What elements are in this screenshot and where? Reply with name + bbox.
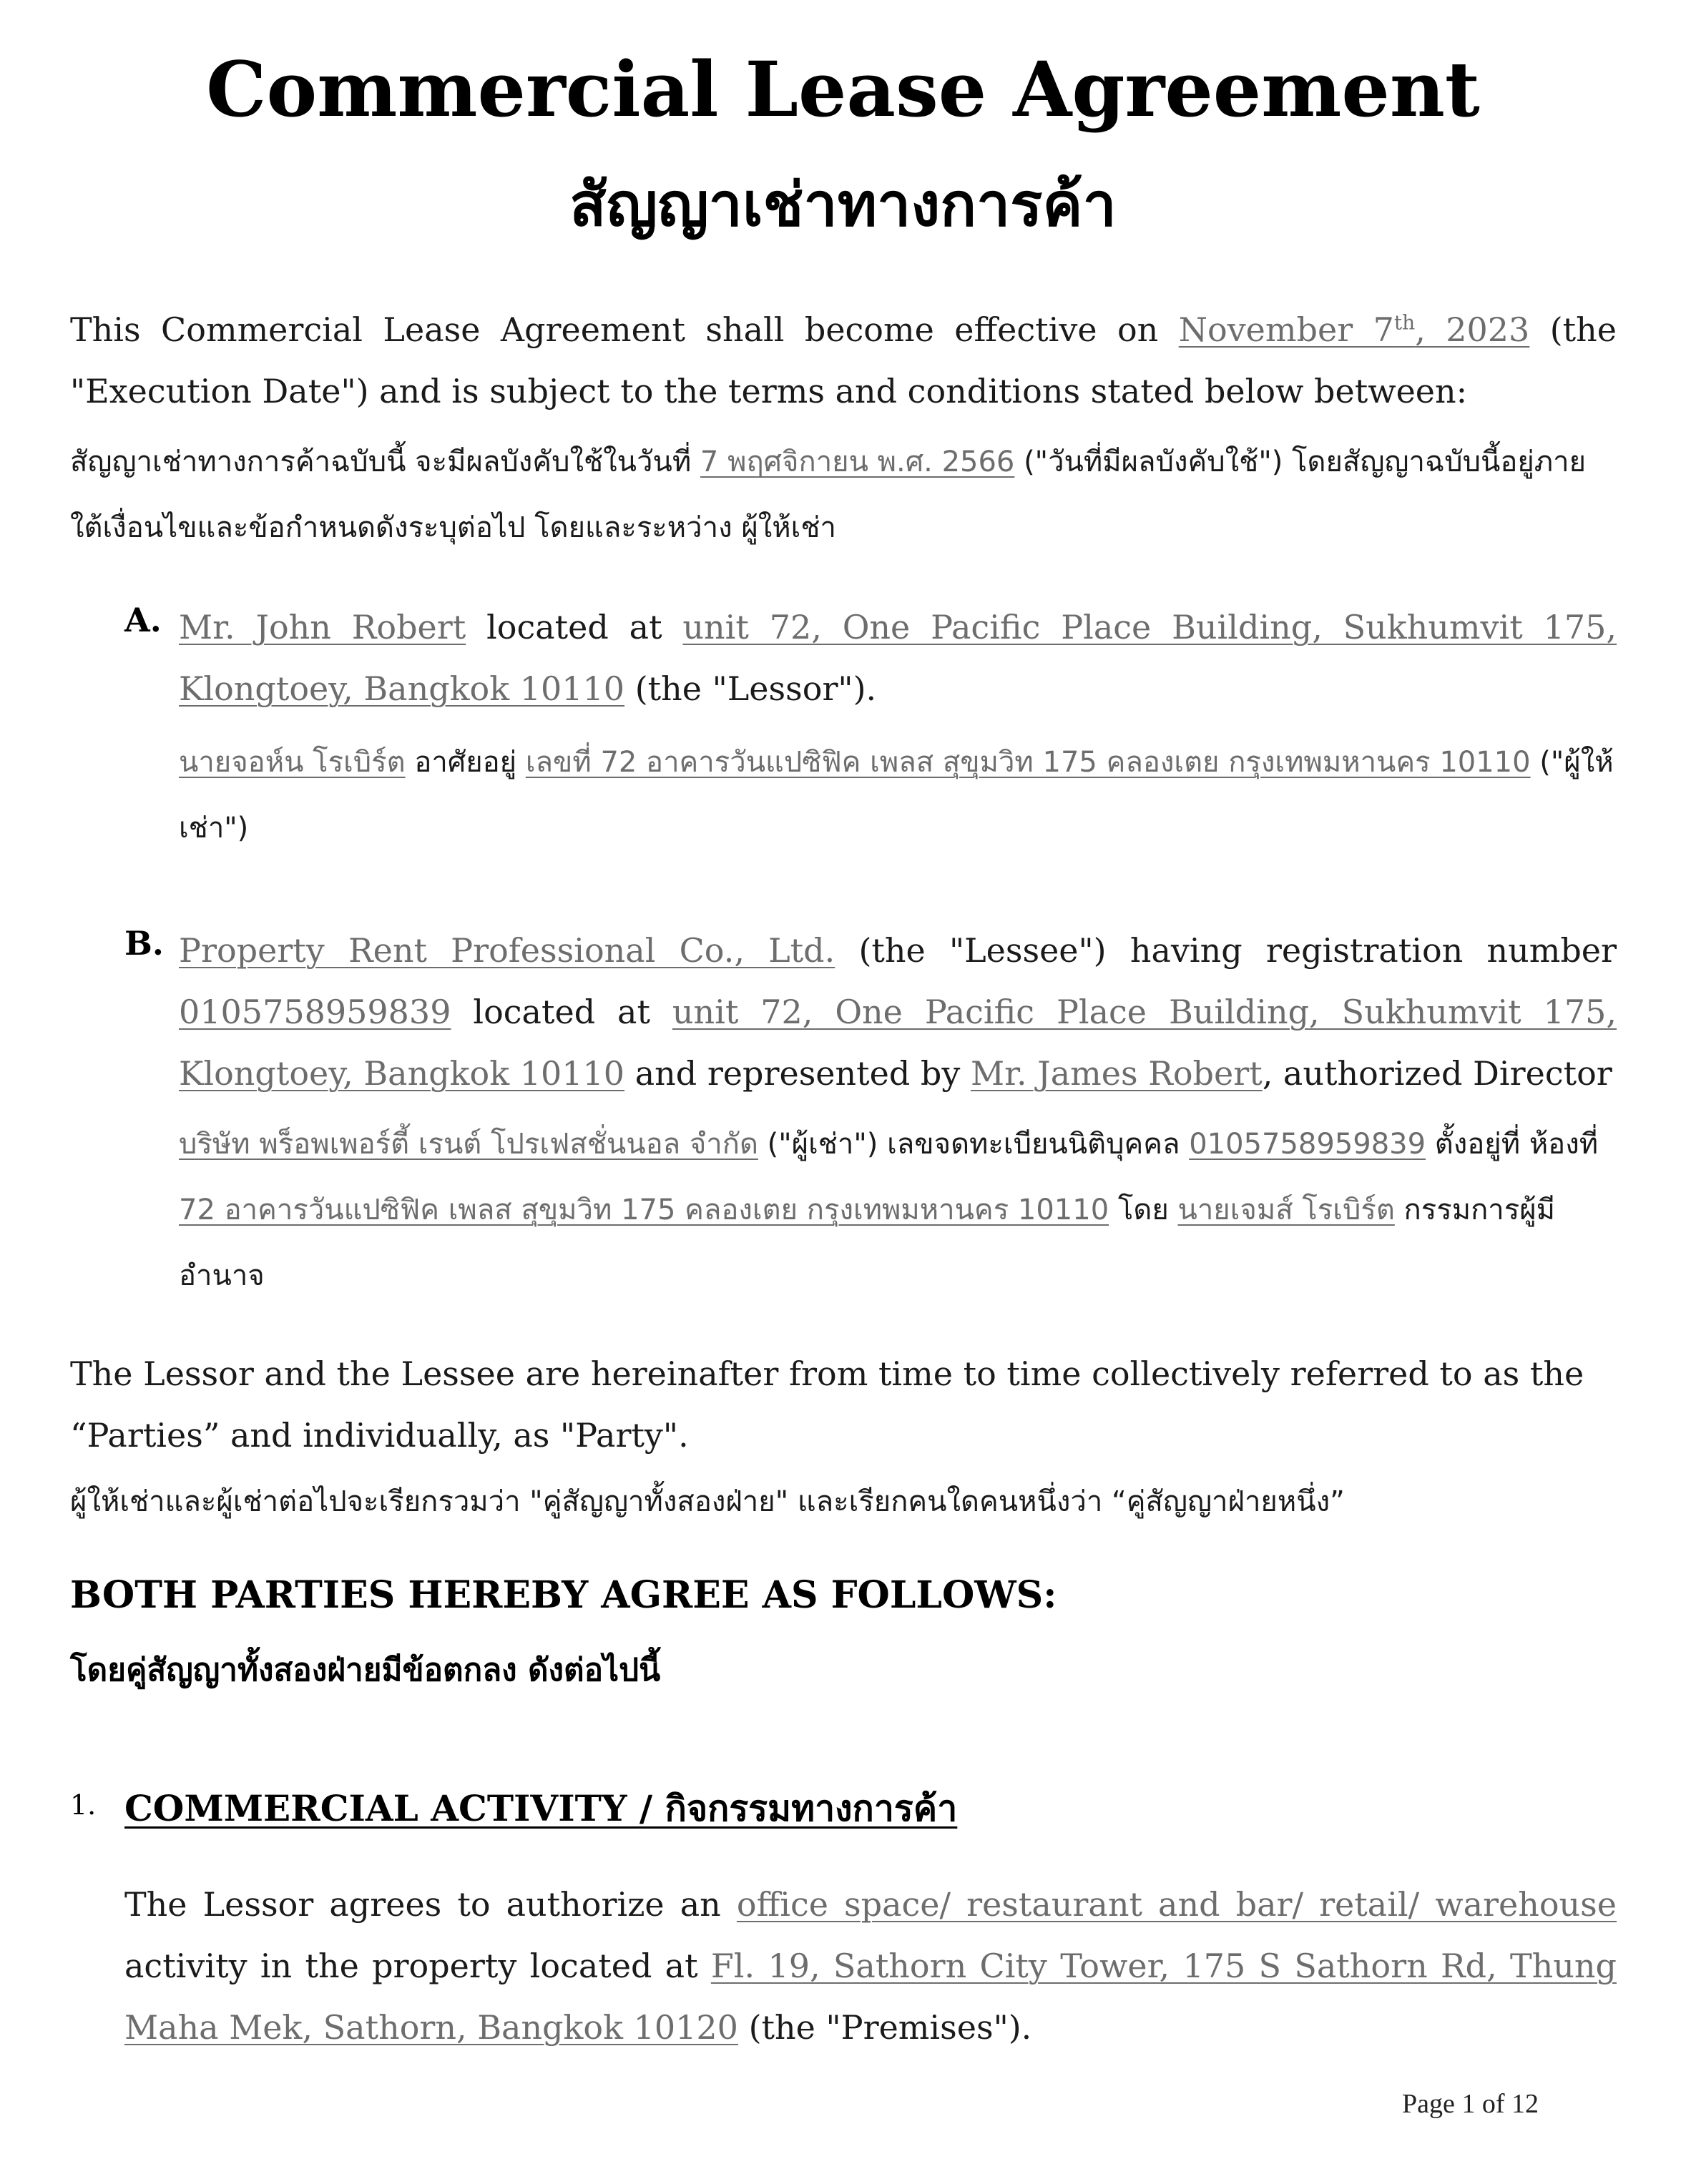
- premises-address: Fl. 19, Sathorn City Tower, 175 S Sathorn Rd, Thung Maha Mek, Sathorn, Bangkok 10120: [124, 1947, 1617, 2047]
- lessee-company: Property Rent Professional Co., Ltd.: [179, 931, 835, 970]
- lessee-registration-number-th: 0105758959839: [1189, 1128, 1426, 1161]
- party-a-th: นายจอห์น โรเบิร์ต อาศัยอยู่ เลขที่ 72 อาคารวันแปซิฟิค เพลส สุขุมวิท 175 คลองเตย กรุงเทพมหานคร 10110 ("ผู้ให้เช่า"): [179, 746, 1614, 845]
- lessee-registration-number: 0105758959839: [179, 993, 451, 1031]
- lessor-name-th: นายจอห์น โรเบิร์ต: [179, 746, 406, 779]
- lessor-address: unit 72, One Pacific Place Building, Sukhumvit 175, Klongtoey, Bangkok 10110: [179, 608, 1617, 708]
- parties-definition-en: The Lessor and the Lessee are hereinafter from time to time collectively referred to as the “Parties” and individually, as "Party".: [70, 1354, 1584, 1455]
- page-number: Page 1 of 12: [1402, 2089, 1539, 2119]
- section-1-title: COMMERCIAL ACTIVITY / กิจกรรมทางการค้า: [124, 1787, 958, 1829]
- lessee-address-th: 72 อาคารวันแปซิฟิค เพลส สุขุมวิท 175 คลองเตย กรุงเทพมหานคร 10110: [179, 1194, 1109, 1226]
- agreement-heading: BOTH PARTIES HEREBY AGREE AS FOLLOWS:: [70, 1573, 1057, 1617]
- party-b-en: Property Rent Professional Co., Ltd. (the "Lessee") having registration number 0105758959839 located at unit 72, One Pacific Place Building, Sukhumvit 175, Klongtoey, Bangkok 10110 and represented by Mr. James Robert, authorized Director: [179, 931, 1617, 1093]
- lessee-address: unit 72, One Pacific Place Building, Sukhumvit 175, Klongtoey, Bangkok 10110: [179, 993, 1617, 1093]
- lessor-name: Mr. John Robert: [179, 608, 466, 646]
- intro-paragraph-en: This Commercial Lease Agreement shall become effective on November 7th, 2023 (the "Execution Date") and is subject to the terms and conditions stated below between:: [70, 310, 1617, 410]
- commercial-activity: office space/ restaurant and bar/ retail/ warehouse: [736, 1885, 1617, 1924]
- section-1-number: 1.: [70, 1789, 97, 1821]
- party-a-en: Mr. John Robert located at unit 72, One Pacific Place Building, Sukhumvit 175, Klongtoey, Bangkok 10110 (the "Lessor").: [179, 608, 1617, 708]
- execution-date: November 7th, 2023: [1178, 310, 1530, 349]
- parties-definition-th: ผู้ให้เช่าและผู้เช่าต่อไปจะเรียกรวมว่า "คู่สัญญาทั้งสองฝ่าย" และเรียกคนใดคนหนึ่งว่า “คู่สัญญาฝ่ายหนึ่ง”: [70, 1485, 1345, 1518]
- section-1-body: The Lessor agrees to authorize an office space/ restaurant and bar/ retail/ warehouse activity in the property located at Fl. 19, Sathorn City Tower, 175 S Sathorn Rd, Thung Maha Mek, Sathorn, Bangkok 10120 (the "Premises").: [124, 1885, 1617, 2047]
- lessor-address-th: เลขที่ 72 อาคารวันแปซิฟิค เพลส สุขุมวิท 175 คลองเตย กรุงเทพมหานคร 10110: [525, 746, 1531, 779]
- party-a-marker: A.: [124, 601, 162, 639]
- lessee-company-th: บริษัท พร็อพเพอร์ตี้ เรนต์ โปรเฟสชั่นนอล จำกัด: [179, 1128, 758, 1161]
- lessee-representative-th: นายเจมส์ โรเบิร์ต: [1177, 1194, 1395, 1226]
- party-b-th: บริษัท พร็อพเพอร์ตี้ เรนต์ โปรเฟสชั่นนอล จำกัด ("ผู้เช่า") เลขจดทะเบียนนิติบุคคล 0105758959839 ตั้งอยู่ที่ ห้องที่ 72 อาคารวันแปซิฟิค เพลส สุขุมวิท 175 คลองเตย กรุงเทพมหานคร 10110 โดย นายเจมส์ โรเบิร์ต กรรมการผู้มีอำนาจ: [179, 1128, 1599, 1292]
- party-b-marker: B.: [124, 924, 164, 963]
- document-title-thai: สัญญาเช่าทางการค้า: [569, 169, 1117, 240]
- lessee-representative: Mr. James Robert: [970, 1054, 1263, 1093]
- intro-paragraph-th: สัญญาเช่าทางการค้าฉบับนี้ จะมีผลบังคับใช้ในวันที่ 7 พฤศจิกายน พ.ศ. 2566 ("วันที่มีผลบังคับใช้") โดยสัญญาฉบับนี้อยู่ภายใต้เงื่อนไขและข้อกำหนดดังระบุต่อไป โดยและระหว่าง ผู้ให้เช่า: [70, 446, 1587, 544]
- agreement-heading-th: โดยคู่สัญญาทั้งสองฝ่ายมีข้อตกลง ดังต่อไปนี้: [70, 1652, 661, 1688]
- execution-date-th: 7 พฤศจิกายน พ.ศ. 2566: [700, 446, 1015, 478]
- document-title: Commercial Lease Agreement: [206, 44, 1480, 134]
